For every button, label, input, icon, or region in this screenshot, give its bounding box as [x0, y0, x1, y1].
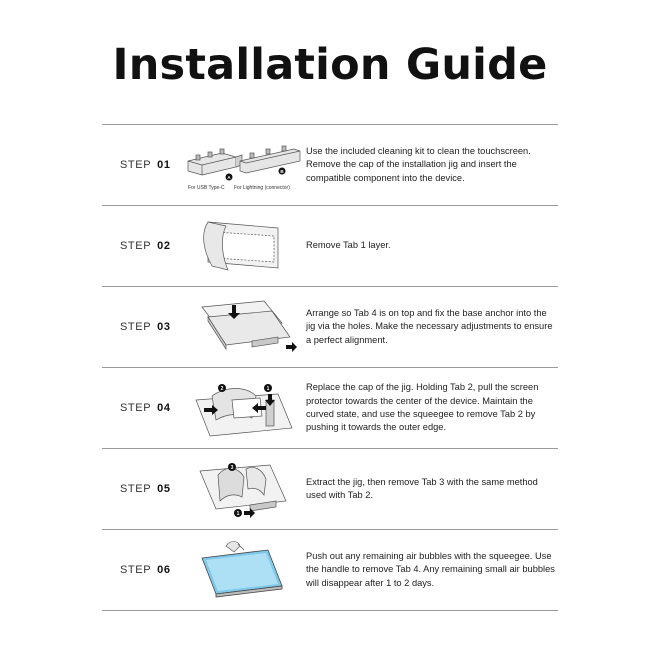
step-number: 05	[157, 483, 171, 495]
step-description	[306, 125, 556, 205]
step-word: STEP	[120, 240, 152, 252]
step-number: 06	[157, 564, 171, 576]
step-word: STEP	[120, 402, 152, 414]
squeegee-tab-2-illustration	[182, 374, 302, 442]
step-text: Remove Tab 1 layer.	[306, 240, 391, 251]
step-description	[306, 287, 556, 367]
step-label	[120, 206, 171, 286]
step-05	[102, 449, 558, 529]
step-label	[120, 368, 171, 448]
step-text: Extract the jig, then remove Tab 3 with the same method used with Tab 2.	[306, 476, 538, 500]
remove-tab-1-illustration	[182, 212, 302, 280]
step-text: Use the included cleaning kit to clean the touchscreen. Remove the cap of the installation jig and insert the compatible component into the device.	[306, 145, 531, 183]
step-06	[102, 530, 558, 610]
marker-3-label: 3	[230, 465, 234, 471]
step-word: STEP	[120, 321, 152, 333]
jig-components-illustration	[182, 131, 302, 199]
step-04	[102, 368, 558, 448]
step-label	[120, 287, 171, 367]
step-number: 01	[157, 159, 171, 171]
divider	[102, 610, 558, 611]
step-text: Replace the cap of the jig. Holding Tab 2, pull the screen protector towards the center of the device. Maintain the curved state, and use the squeegee to remove Tab 2 by pushing it towards the outer edge.	[306, 382, 539, 433]
step-description	[306, 206, 556, 286]
step-text: Push out any remaining air bubbles with the squeegee. Use the handle to remove Tab 4. Any remaining small air bubbles will disappear after 1 to 2 days.	[306, 550, 555, 588]
marker-2-label: 2	[220, 386, 224, 392]
step-01	[102, 125, 558, 205]
step-number: 04	[157, 402, 171, 414]
step-description	[306, 368, 556, 448]
final-phone-illustration	[182, 536, 302, 604]
step-description	[306, 530, 556, 610]
marker-b-label: B	[280, 169, 284, 174]
marker-1-label: 1	[266, 386, 270, 392]
marker-1-label: 1	[236, 511, 240, 517]
step-03	[102, 287, 558, 367]
step-word: STEP	[120, 159, 152, 171]
step-word: STEP	[120, 564, 152, 576]
step-label	[120, 125, 171, 205]
step-number: 02	[157, 240, 171, 252]
step-text: Arrange so Tab 4 is on top and fix the base anchor into the jig via the holes. Make the necessary adjustments to ensure a perfect alignment.	[306, 307, 553, 345]
step-word: STEP	[120, 483, 152, 495]
step-label	[120, 530, 171, 610]
step-description	[306, 449, 556, 529]
step-number: 03	[157, 321, 171, 333]
marker-a-label: A	[227, 175, 231, 180]
step-label	[120, 449, 171, 529]
remove-tab-3-illustration	[182, 455, 302, 523]
caption-lightning: For Lightning (connector)	[234, 185, 290, 191]
align-jig-illustration	[182, 293, 302, 361]
arrow-right-icon	[286, 342, 297, 352]
caption-usb-c: For USB Type-C	[188, 185, 225, 191]
step-02	[102, 206, 558, 286]
page-title: Installation Guide	[112, 40, 548, 90]
